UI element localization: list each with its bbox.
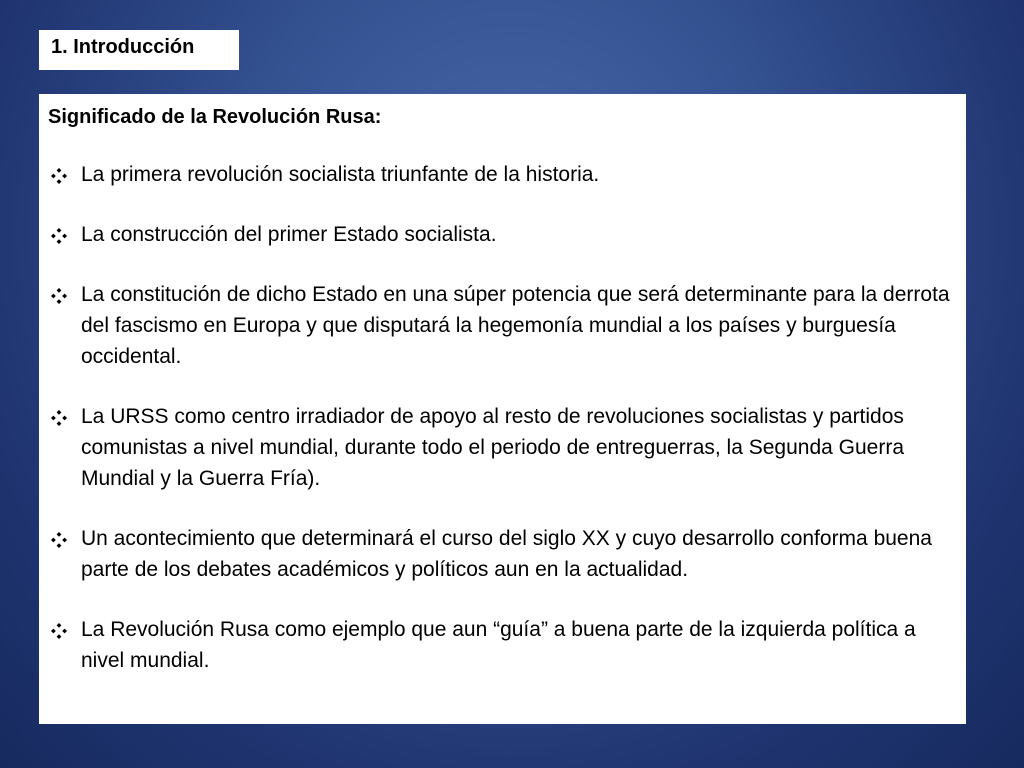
section-heading: Significado de la Revolución Rusa: [48, 106, 382, 128]
bullet-text: La constitución de dicho Estado en una súper potencia que será determinante para la derrota del fascismo en Europa y que disputará la hegemonía mundial a los países y burguesía occidental. [81, 283, 950, 368]
bullet-item [48, 523, 956, 585]
bullet-text: La construcción del primer Estado socialista. [81, 223, 497, 246]
bullet-text: Un acontecimiento que determinará el curso del siglo XX y cuyo desarrollo conforma buena parte de los debates académicos y políticos aun en la actualidad. [81, 527, 932, 581]
diamond-bullet-icon [51, 168, 67, 184]
slide-title: 1. Introducción [39, 30, 239, 70]
diamond-bullet-icon [51, 228, 67, 244]
bullet-list [48, 159, 956, 676]
bullet-text: La URSS como centro irradiador de apoyo al resto de revoluciones socialistas y partidos comunistas a nivel mundial, durante todo el periodo de entreguerras, la Segunda Guerra Mundial y la Guerra Fría). [81, 405, 905, 490]
bullet-item [48, 159, 956, 190]
bullet-text: La Revolución Rusa como ejemplo que aun “guía” a buena parte de la izquierda política a nivel mundial. [81, 618, 916, 672]
bullet-item [48, 219, 956, 250]
diamond-bullet-icon [51, 288, 67, 304]
bullet-item [48, 279, 956, 372]
diamond-bullet-icon [51, 623, 67, 639]
bullet-item [48, 401, 956, 494]
content-panel [39, 94, 966, 724]
diamond-bullet-icon [51, 410, 67, 426]
bullet-item [48, 614, 956, 676]
bullet-text: La primera revolución socialista triunfante de la historia. [81, 163, 600, 186]
diamond-bullet-icon [51, 532, 67, 548]
